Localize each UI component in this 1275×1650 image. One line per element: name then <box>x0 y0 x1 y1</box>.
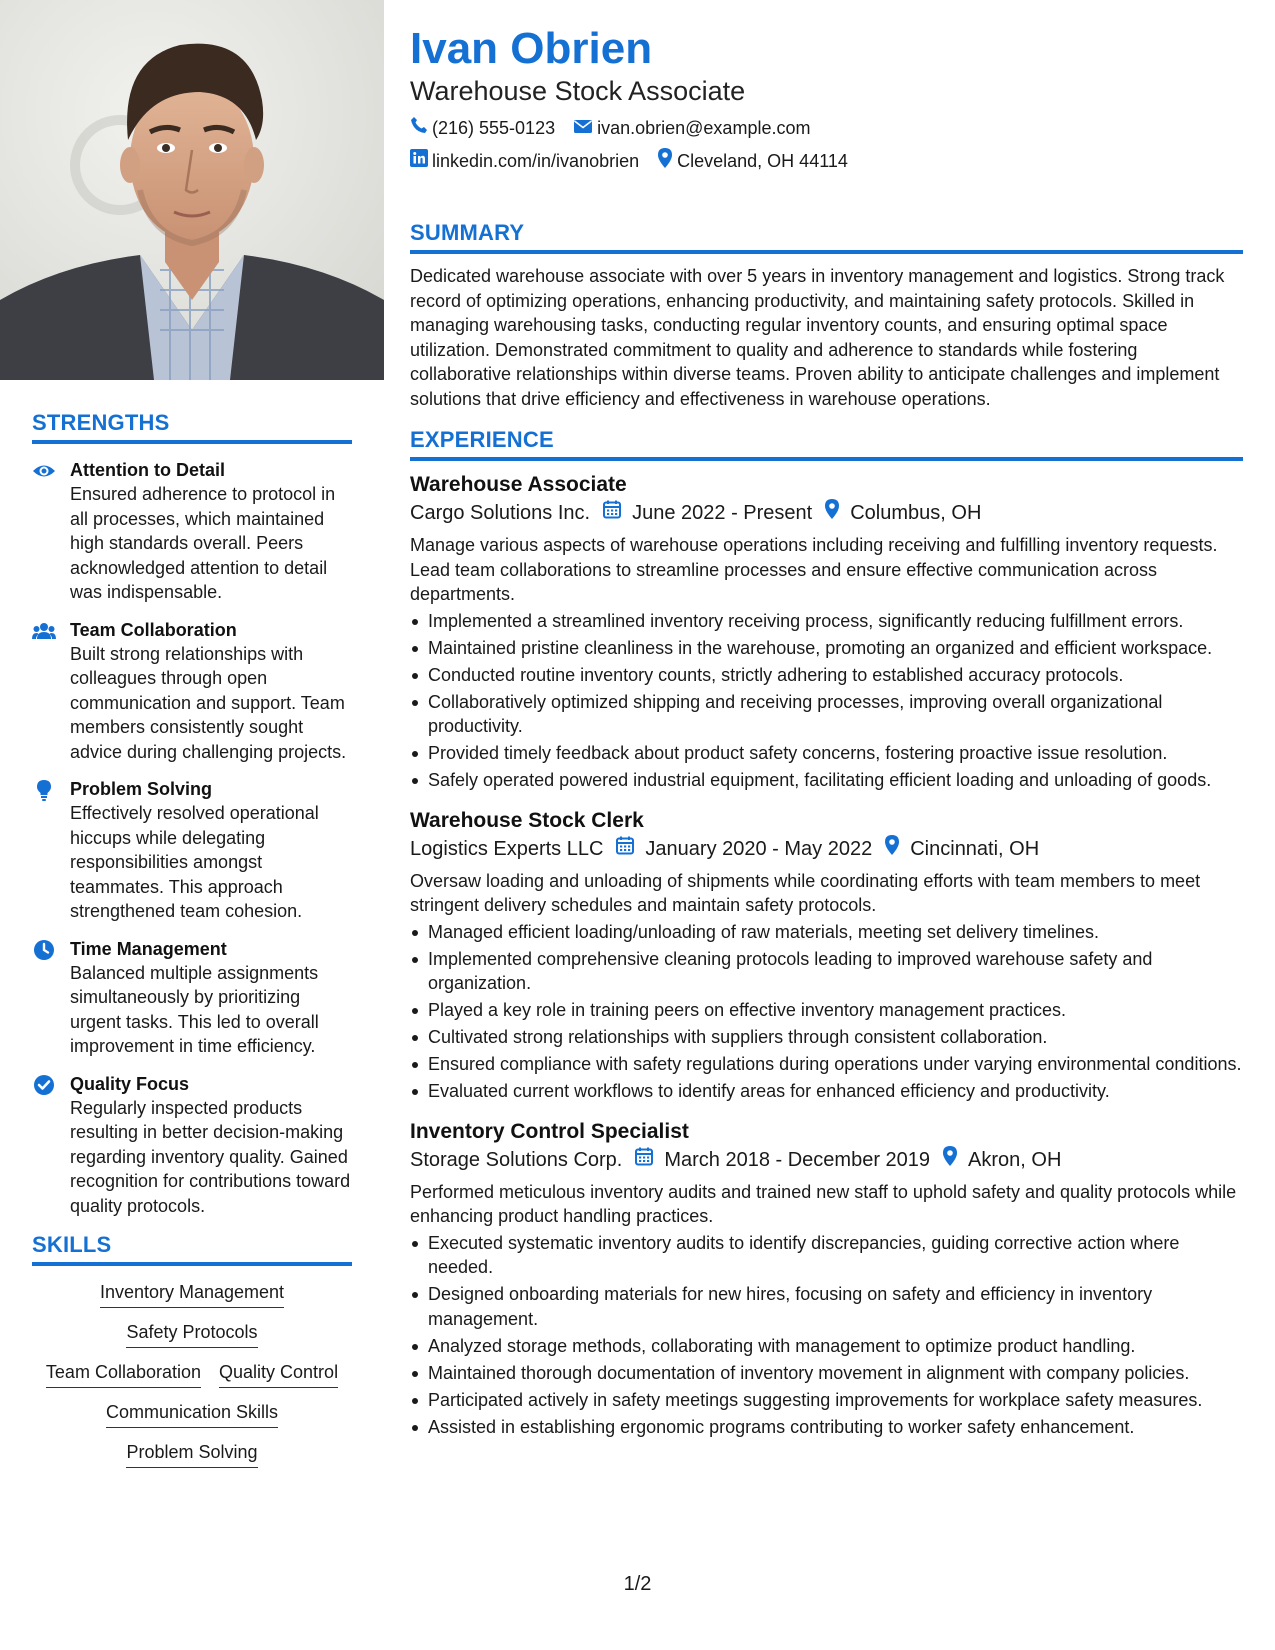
linkedin-icon <box>410 149 428 173</box>
skill-tag: Communication Skills <box>106 1400 278 1428</box>
email-icon <box>573 116 593 140</box>
strength-title: Time Management <box>70 938 227 959</box>
job-title: Warehouse Associate <box>410 473 627 496</box>
strength-title: Problem Solving <box>70 779 213 799</box>
strength-item <box>32 1072 352 1219</box>
map-pin-icon <box>942 1146 958 1174</box>
job-bullets <box>410 1231 1243 1440</box>
list-item: Cultivated strong relationships with suppliers through consistent collaboration. <box>410 1025 1243 1050</box>
left-column <box>32 410 352 1480</box>
job-entry <box>410 807 1243 1104</box>
skill-tag: Inventory Management <box>100 1280 284 1308</box>
candidate-name: Ivan Obrien <box>410 24 653 73</box>
phone-number[interactable]: (216) 555-0123 <box>432 118 556 138</box>
contact-row <box>410 148 1243 174</box>
list-item: Ensured compliance with safety regulations during operations under varying environmental conditions. <box>410 1052 1243 1077</box>
job-description: Performed meticulous inventory audits and trained new staff to uphold safety and quality protocols while enhancing product handling practices. <box>410 1181 1237 1226</box>
summary-heading: SUMMARY <box>410 220 1243 254</box>
list-item: Implemented comprehensive cleaning protocols leading to improved warehouse safety and organization. <box>410 947 1243 996</box>
summary-section <box>410 220 1243 411</box>
calendar-icon <box>615 835 635 863</box>
linkedin-link[interactable]: linkedin.com/in/ivanobrien <box>432 151 640 171</box>
contact-row <box>410 116 1243 140</box>
list-item: Provided timely feedback about product safety concerns, fostering proactive issue resolution. <box>410 741 1243 766</box>
calendar-icon <box>602 499 622 527</box>
job-entry <box>410 1118 1243 1440</box>
eye-icon <box>32 460 56 482</box>
list-item: Managed efficient loading/unloading of raw materials, meeting set delivery timelines. <box>410 920 1243 945</box>
job-location: Cincinnati, OH <box>910 837 1040 860</box>
job-entry <box>410 471 1243 793</box>
list-item: Conducted routine inventory counts, strictly adhering to established accuracy protocols. <box>410 663 1243 688</box>
job-title: Inventory Control Specialist <box>410 1119 689 1143</box>
list-item: Implemented a streamlined inventory receiving process, significantly reducing fulfillment errors. <box>410 609 1243 634</box>
list-item: Analyzed storage methods, collaborating with management to optimize product handling. <box>410 1334 1243 1359</box>
strength-item <box>32 458 352 605</box>
strength-item <box>32 937 352 1059</box>
lightbulb-icon <box>32 779 56 801</box>
experience-heading: EXPERIENCE <box>410 427 1243 461</box>
strength-text: Regularly inspected products resulting in better decision-making regarding inventory quality. Gained recognition for contributions toward quality protocols. <box>70 1097 351 1216</box>
location-text: Cleveland, OH 44114 <box>677 151 848 171</box>
strength-text: Effectively resolved operational hiccups while delegating responsibilities amongst teammates. This approach strengthened team cohesion. <box>70 803 319 921</box>
skills-heading: SKILLS <box>32 1232 352 1266</box>
company-name: Cargo Solutions Inc. <box>410 502 591 524</box>
list-item: Evaluated current workflows to identify areas for enhanced efficiency and productivity. <box>410 1079 1243 1104</box>
job-description: Oversaw loading and unloading of shipments while coordinating efforts with team members to meet stringent delivery schedules and maintain safety protocols. <box>410 870 1201 915</box>
job-location: Columbus, OH <box>850 502 982 524</box>
candidate-title: Warehouse Stock Associate <box>410 76 746 106</box>
page-number: 1/2 <box>623 1573 652 1595</box>
list-item: Executed systematic inventory audits to identify discrepancies, guiding corrective action where needed. <box>410 1231 1243 1280</box>
skill-tag: Quality Control <box>219 1360 338 1388</box>
strength-text: Balanced multiple assignments simultaneously by prioritizing urgent tasks. This led to overall improvement in time efficiency. <box>70 962 319 1056</box>
job-dates: June 2022 - Present <box>632 502 813 524</box>
skill-tag: Safety Protocols <box>126 1320 257 1348</box>
strength-text: Ensured adherence to protocol in all processes, which maintained high standards overall. Peers acknowledged attention to detail was indispensable. <box>70 484 336 602</box>
strength-title: Attention to Detail <box>70 460 225 480</box>
users-icon <box>32 620 56 642</box>
list-item: Participated actively in safety meetings suggesting improvements for workplace safety measures. <box>410 1388 1243 1413</box>
summary-text: Dedicated warehouse associate with over 5 years in inventory management and logistics. Strong track record of optimizing operations, enhancing productivity, and maintaining safety protocols. Skilled in managing warehousing tasks, conducting regular inventory counts, and ensuring optimal space utilization. Demonstrated commitment to quality and adherence to standards while fostering collaborative relationships within diverse teams. Proven ability to anticipate challenges and implement solutions that drive efficiency and effectiveness in warehouse operations. <box>410 266 1225 409</box>
list-item: Safely operated powered industrial equipment, facilitating efficient loading and unloading of goods. <box>410 768 1243 793</box>
clock-icon <box>32 939 56 961</box>
map-pin-icon <box>824 499 840 527</box>
list-item: Designed onboarding materials for new hires, focusing on safety and efficiency in inventory management. <box>410 1282 1243 1331</box>
list-item: Maintained thorough documentation of inventory movement in alignment with company policies. <box>410 1361 1243 1386</box>
company-name: Storage Solutions Corp. <box>410 1148 623 1171</box>
skills-section <box>32 1232 352 1468</box>
profile-photo <box>0 0 384 380</box>
job-bullets <box>410 609 1243 793</box>
skill-tag: Team Collaboration <box>46 1360 201 1388</box>
phone-icon <box>410 116 428 140</box>
skill-tag: Problem Solving <box>126 1440 257 1468</box>
job-bullets <box>410 920 1243 1104</box>
job-title: Warehouse Stock Clerk <box>410 808 644 832</box>
map-pin-icon <box>884 835 900 863</box>
strength-item <box>32 618 352 765</box>
job-location: Akron, OH <box>968 1148 1062 1171</box>
calendar-icon <box>634 1146 654 1174</box>
list-item: Played a key role in training peers on effective inventory management practices. <box>410 998 1243 1023</box>
job-dates: March 2018 - December 2019 <box>664 1148 931 1171</box>
check-circle-icon <box>32 1074 56 1096</box>
strength-title: Quality Focus <box>70 1073 190 1094</box>
strength-item <box>32 777 352 924</box>
company-name: Logistics Experts LLC <box>410 837 604 860</box>
right-column <box>410 22 1243 1442</box>
experience-section <box>410 427 1243 1439</box>
list-item: Collaboratively optimized shipping and receiving processes, improving overall organizational productivity. <box>410 690 1243 739</box>
email-link[interactable]: ivan.obrien@example.com <box>597 118 811 138</box>
strength-text: Built strong relationships with colleagues through open communication and support. Team members consistently sought advice during challenging projects. <box>70 643 347 762</box>
job-dates: January 2020 - May 2022 <box>645 837 873 860</box>
map-pin-icon <box>657 148 673 174</box>
job-description: Manage various aspects of warehouse operations including receiving and fulfilling inventory requests. Lead team collaborations to streamline processes and ensure effective communication across departments. <box>410 535 1218 604</box>
list-item: Assisted in establishing ergonomic programs contributing to worker safety enhancement. <box>410 1415 1243 1440</box>
strengths-heading: STRENGTHS <box>32 410 352 444</box>
strength-title: Team Collaboration <box>70 619 237 640</box>
list-item: Maintained pristine cleanliness in the warehouse, promoting an organized and efficient workspace. <box>410 636 1243 661</box>
